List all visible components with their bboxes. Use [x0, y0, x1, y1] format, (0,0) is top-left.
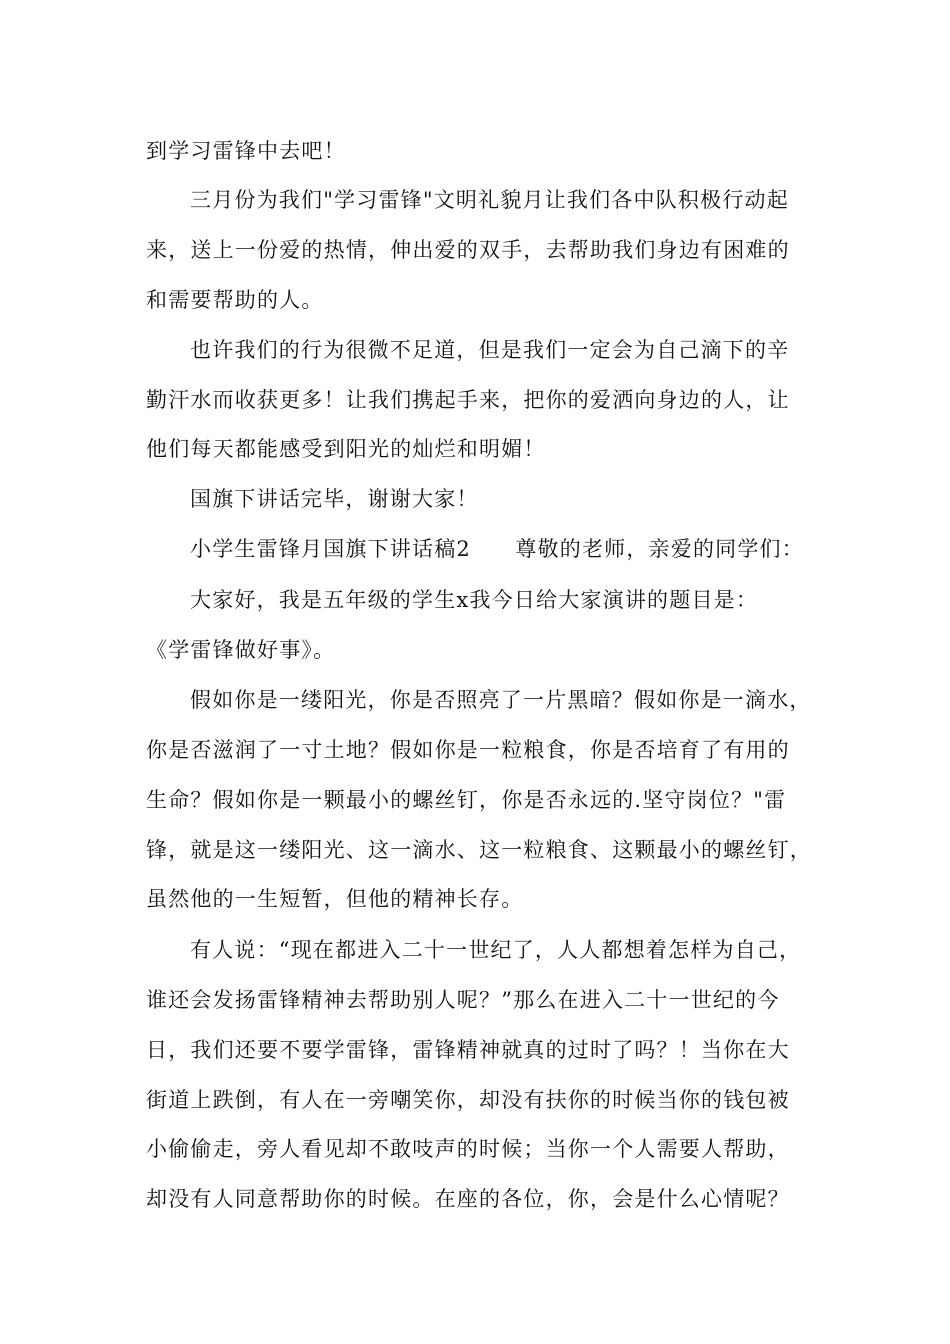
text-line: 假如你是一缕阳光，你是否照亮了一片黑暗？假如你是一滴水， — [190, 688, 812, 712]
text-line: 街道上跌倒，有人在一旁嘲笑你，却没有扶你的时候当你的钱包被 — [146, 1088, 790, 1112]
text-line: 小偷偷走，旁人看见却不敢吱声的时候；当你一个人需要人帮助， — [146, 1137, 790, 1161]
section-title-line: 小学生雷锋月国旗下讲话稿2 尊敬的老师，亲爱的同学们： — [190, 537, 804, 561]
text-line: 锋，就是这一缕阳光、这一滴水、这一粒粮食、这颗最小的螺丝钉， — [146, 838, 812, 862]
text-line: 大家好，我是五年级的学生x我今日给大家演讲的题目是： — [190, 588, 759, 612]
text-line: 也许我们的行为很微不足道，但是我们一定会为自己滴下的辛 — [190, 338, 790, 362]
text-line: 虽然他的一生短暂，但他的精神长存。 — [146, 887, 524, 911]
text-line: 你是否滋润了一寸土地？假如你是一粒粮食，你是否培育了有用的 — [146, 738, 790, 762]
text-line: 谁还会发扬雷锋精神去帮助别人呢？”那么在进入二十一世纪的今 — [146, 988, 780, 1012]
text-line: 和需要帮助的人。 — [146, 288, 324, 312]
text-line: 来，送上一份爱的热情，伸出爱的双手，去帮助我们身边有困难的 — [146, 238, 790, 262]
text-line: 三月份为我们"学习雷锋"文明礼貌月让我们各中队积极行动起 — [190, 188, 789, 212]
text-line: 生命？假如你是一颗最小的螺丝钉，你是否永远的.坚守岗位？"雷 — [146, 788, 787, 812]
text-line: 国旗下讲话完毕，谢谢大家！ — [190, 487, 479, 511]
text-line: 有人说：“现在都进入二十一世纪了，人人都想着怎样为自己， — [190, 938, 802, 962]
text-line: 勤汗水而收获更多！让我们携起手来，把你的爱洒向身边的人，让 — [146, 388, 790, 412]
text-line: 到学习雷锋中去吧！ — [146, 139, 346, 163]
text-line: 日，我们还要不要学雷锋，雷锋精神就真的过时了吗？！当你在大 — [146, 1038, 790, 1062]
text-line: 《学雷锋做好事》。 — [146, 638, 336, 662]
text-line: 却没有人同意帮助你的时候。在座的各位，你，会是什么心情呢？ — [146, 1187, 790, 1211]
text-line: 他们每天都能感受到阳光的灿烂和明媚！ — [146, 437, 546, 461]
